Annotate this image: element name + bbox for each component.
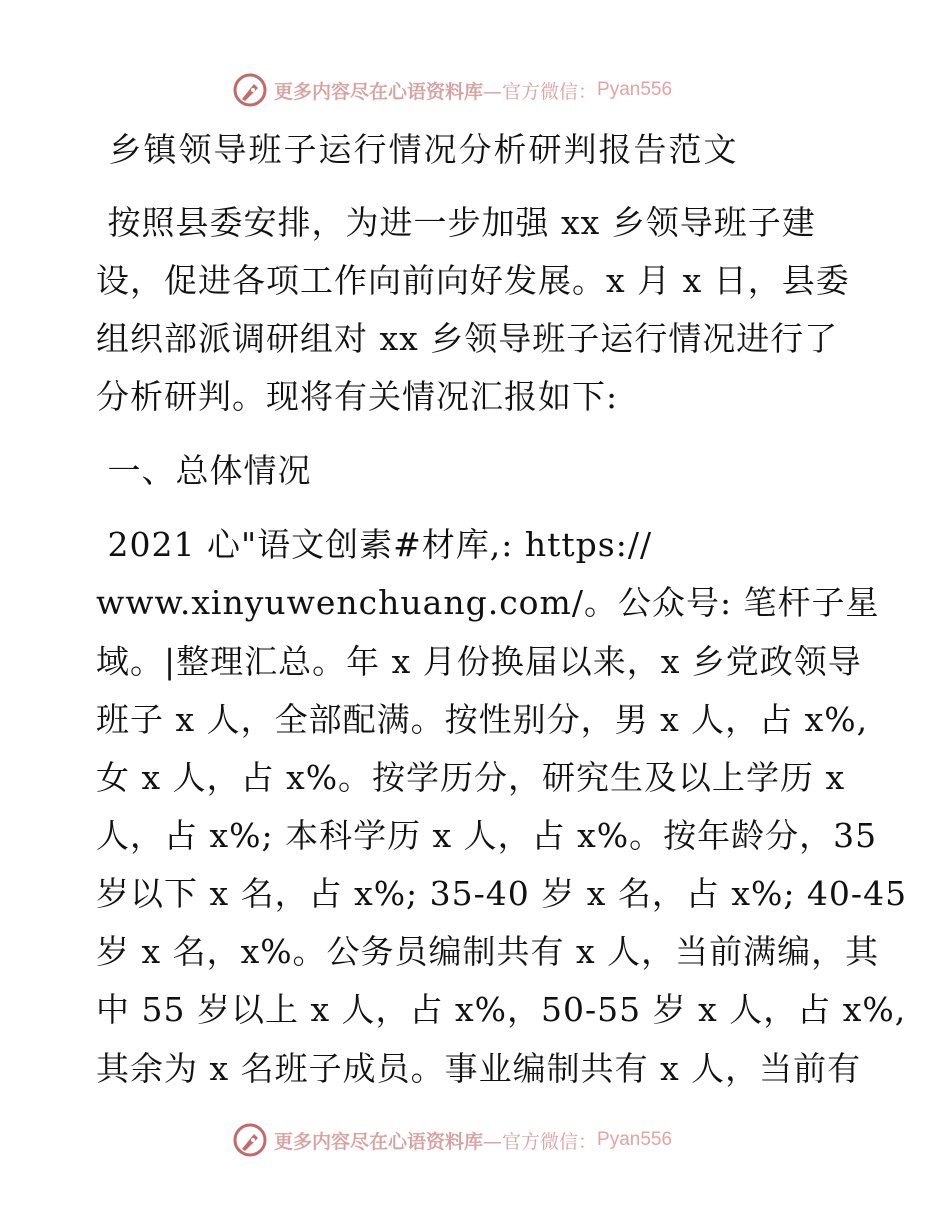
- body-line: 其余为 x 名班子成员。事业编制共有 x 人，当前有: [96, 1049, 862, 1088]
- watermark-handle: Pyan556: [597, 1129, 673, 1150]
- watermark-dash: —官方微信：: [483, 80, 598, 103]
- pen-nib-logo-icon: [232, 1122, 268, 1158]
- body-line: www.xinyuwenchuang.com/。公众号: 笔杆子星: [96, 583, 880, 622]
- watermark-handle: Pyan556: [597, 79, 673, 100]
- watermark-banner-top: [232, 70, 672, 110]
- intro-line: 组织部派调研组对 xx 乡领导班子运行情况进行了: [96, 319, 839, 358]
- body-line: 班子 x 人，全部配满。按性别分，男 x 人，占 x%,: [96, 700, 869, 739]
- body-line: 人，占 x%; 本科学历 x 人，占 x%。按年龄分，35: [96, 816, 878, 855]
- body-line: 女 x 人，占 x%。按学历分，研究生及以上学历 x: [96, 758, 846, 797]
- body-line: 中 55 岁以上 x 人，占 x%，50-55 岁 x 人，占 x%,: [96, 990, 907, 1029]
- section-heading: 一、总体情况: [96, 451, 312, 490]
- pen-nib-logo-icon: [232, 72, 268, 108]
- body-line: 岁以下 x 名，占 x%; 35-40 岁 x 名，占 x%; 40-45: [96, 874, 908, 913]
- intro-line: 设，促进各项工作向前向好发展。x 月 x 日，县委: [96, 261, 850, 300]
- watermark-dash: —官方微信：: [483, 1130, 598, 1153]
- document-title: 乡镇领导班子运行情况分析研判报告范文: [96, 130, 739, 169]
- watermark-text: 更多内容尽在心语资料库: [274, 80, 484, 103]
- watermark-text: 更多内容尽在心语资料库: [274, 1130, 484, 1153]
- intro-line: 分析研判。现将有关情况汇报如下:: [96, 377, 619, 416]
- watermark-banner-bottom: [232, 1120, 672, 1160]
- body-line: 2021 心"语文创素#材库,: https://: [96, 525, 653, 564]
- body-line: 域。|整理汇总。年 x 月份换届以来，x 乡党政领导: [96, 642, 862, 681]
- intro-line: 按照县委安排，为进一步加强 xx 乡领导班子建: [96, 203, 816, 242]
- body-line: 岁 x 名，x%。公务员编制共有 x 人，当前满编，其: [96, 932, 880, 971]
